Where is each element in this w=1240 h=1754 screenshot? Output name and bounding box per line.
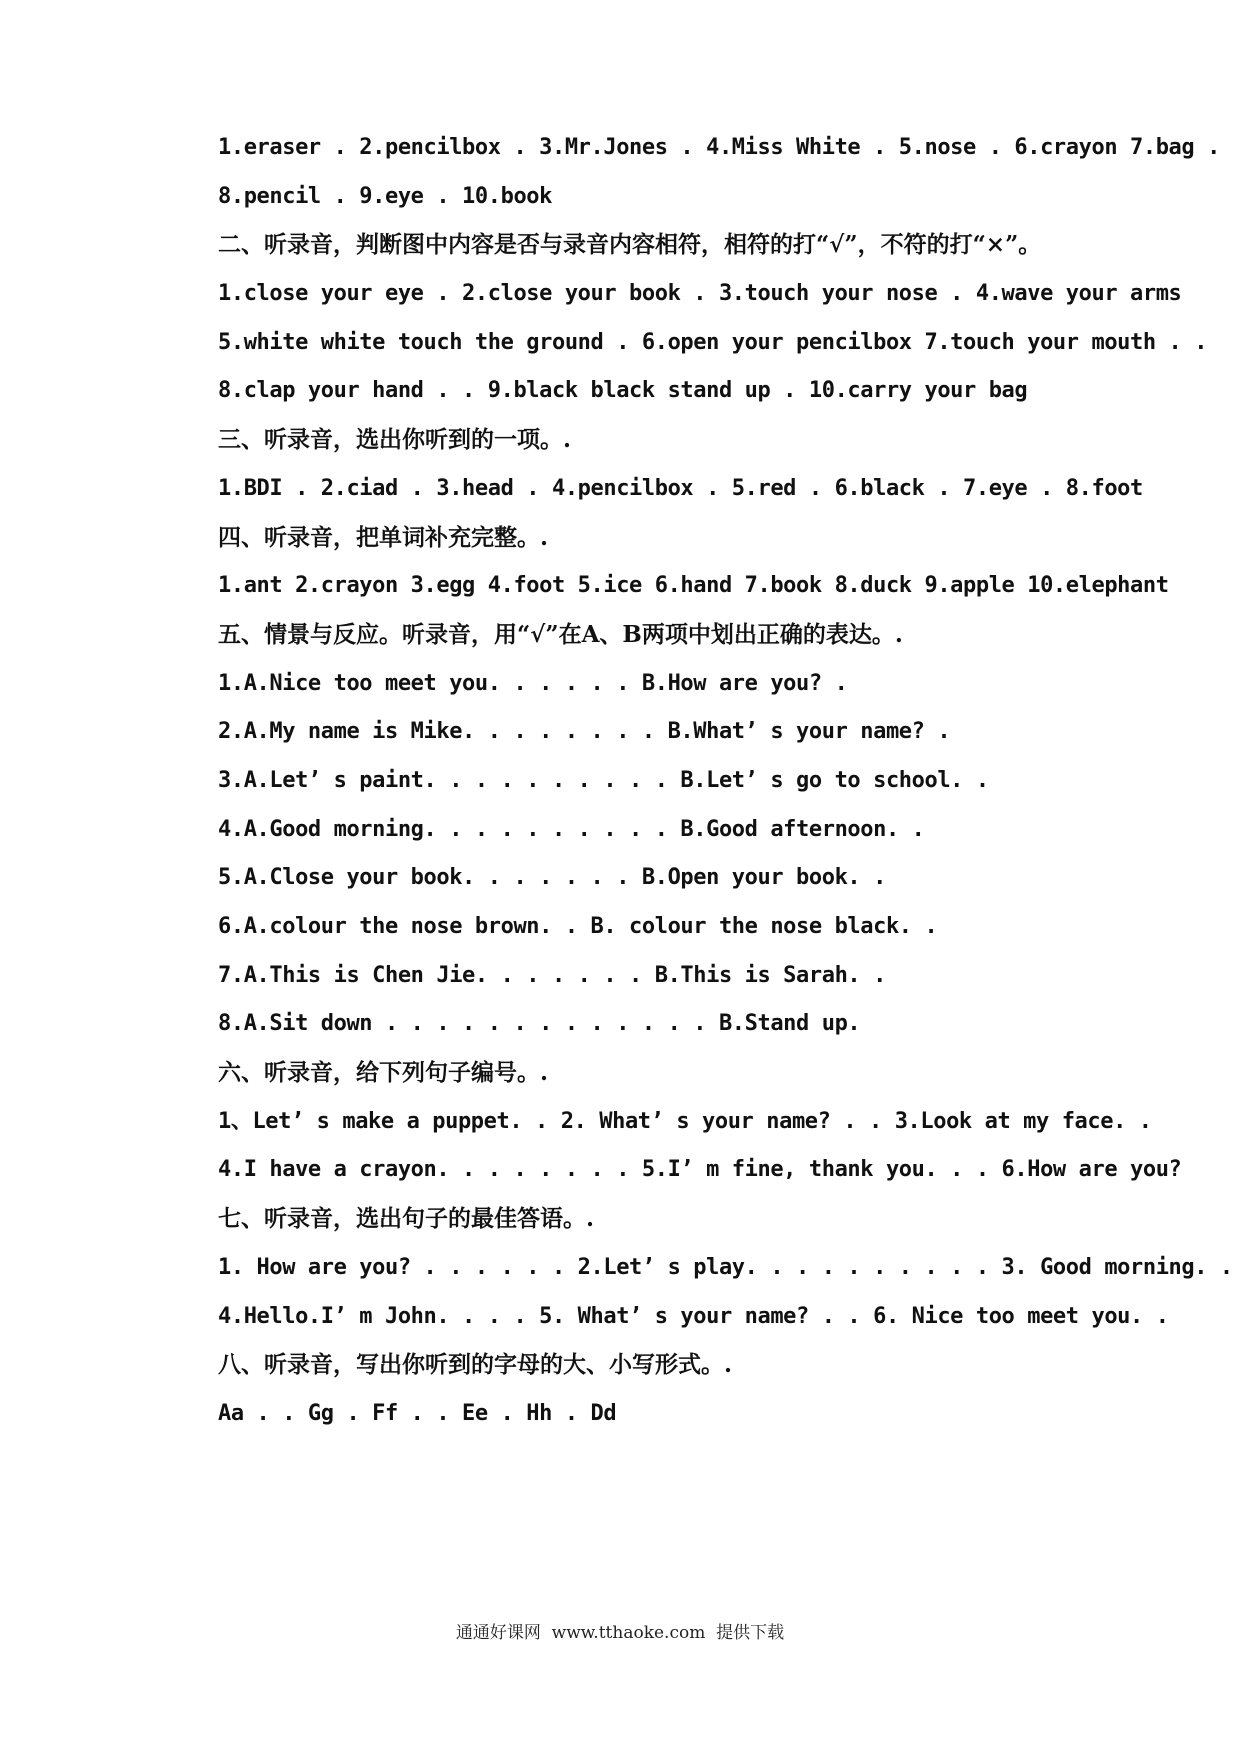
answer-line: 1.close your eye . 2.close your book . 3.touch your nose . 4.wave your arms xyxy=(218,281,1182,307)
section-heading: 四、听录音，把单词补充完整。. xyxy=(218,523,549,551)
answer-line: 8.clap your hand . . 9.black black stand up . 10.carry your bag xyxy=(218,378,1028,404)
answer-line: 4.A.Good morning. . . . . . . . . . B.Good afternoon. . xyxy=(218,816,925,842)
answer-line: 6.A.colour the nose brown. . B. colour the nose black. . xyxy=(218,914,938,939)
answer-line: 8.A.Sit down . . . . . . . . . . . . . B.Stand up. xyxy=(218,1011,861,1037)
answer-line: 5.A.Close your book. . . . . . . B.Open your book. . xyxy=(218,865,886,891)
answer-line: 1. How are you? . . . . . . 2.Let’ s play. . . . . . . . . . 3. Good morning. . xyxy=(218,1254,1233,1280)
section-heading: 七、听录音，选出句子的最佳答语。. xyxy=(218,1205,595,1233)
section-heading: 六、听录音，给下列句子编号。. xyxy=(218,1059,549,1087)
footer-credit: 通通好课网 www.tthaoke.com 提供下载 xyxy=(455,1623,785,1643)
answer-line: 1、Let’ s make a puppet. . 2. What’ s your name? . . 3.Look at my face. . xyxy=(218,1108,1152,1134)
answer-key-body xyxy=(218,124,1233,1439)
answer-line: 3.A.Let’ s paint. . . . . . . . . . B.Let’ s go to school. . xyxy=(218,767,989,793)
section-heading: 三、听录音，选出你听到的一项。. xyxy=(218,426,572,454)
answer-line: 7.A.This is Chen Jie. . . . . . . B.This is Sarah. . xyxy=(218,962,886,988)
answer-line: Aa . . Gg . Ff . . Ee . Hh . Dd xyxy=(218,1400,617,1426)
answer-line: 4.Hello.I’ m John. . . . 5. What’ s your name? . . 6. Nice too meet you. . xyxy=(218,1303,1169,1329)
answer-line: 1.A.Nice too meet you. . . . . . B.How are you? . xyxy=(218,670,848,696)
answer-line: 5.white white touch the ground . 6.open your pencilbox 7.touch your mouth . . xyxy=(218,329,1208,355)
answer-line: 1.ant 2.crayon 3.egg 4.foot 5.ice 6.hand 7.book 8.duck 9.apple 10.elephant xyxy=(218,573,1169,599)
answer-line: 2.A.My name is Mike. . . . . . . . B.What’ s your name? . xyxy=(218,719,951,745)
answer-line: 1.BDI . 2.ciad . 3.head . 4.pencilbox . 5.red . 6.black . 7.eye . 8.foot xyxy=(218,475,1143,501)
section-heading: 八、听录音，写出你听到的字母的大、小写形式。. xyxy=(218,1351,733,1379)
answer-line: 4.I have a crayon. . . . . . . . 5.I’ m fine, thank you. . . 6.How are you? xyxy=(218,1157,1182,1183)
answer-line: 8.pencil . 9.eye . 10.book xyxy=(218,183,552,209)
section-heading: 五、情景与反应。听录音，用“√”在A、B两项中划出正确的表达。. xyxy=(218,620,903,648)
section-heading: 二、听录音，判断图中内容是否与录音内容相符，相符的打“√”，不符的打“×”。 xyxy=(218,231,1042,259)
answer-line: 1.eraser . 2.pencilbox . 3.Mr.Jones . 4.Miss White . 5.nose . 6.crayon 7.bag . xyxy=(218,135,1220,160)
